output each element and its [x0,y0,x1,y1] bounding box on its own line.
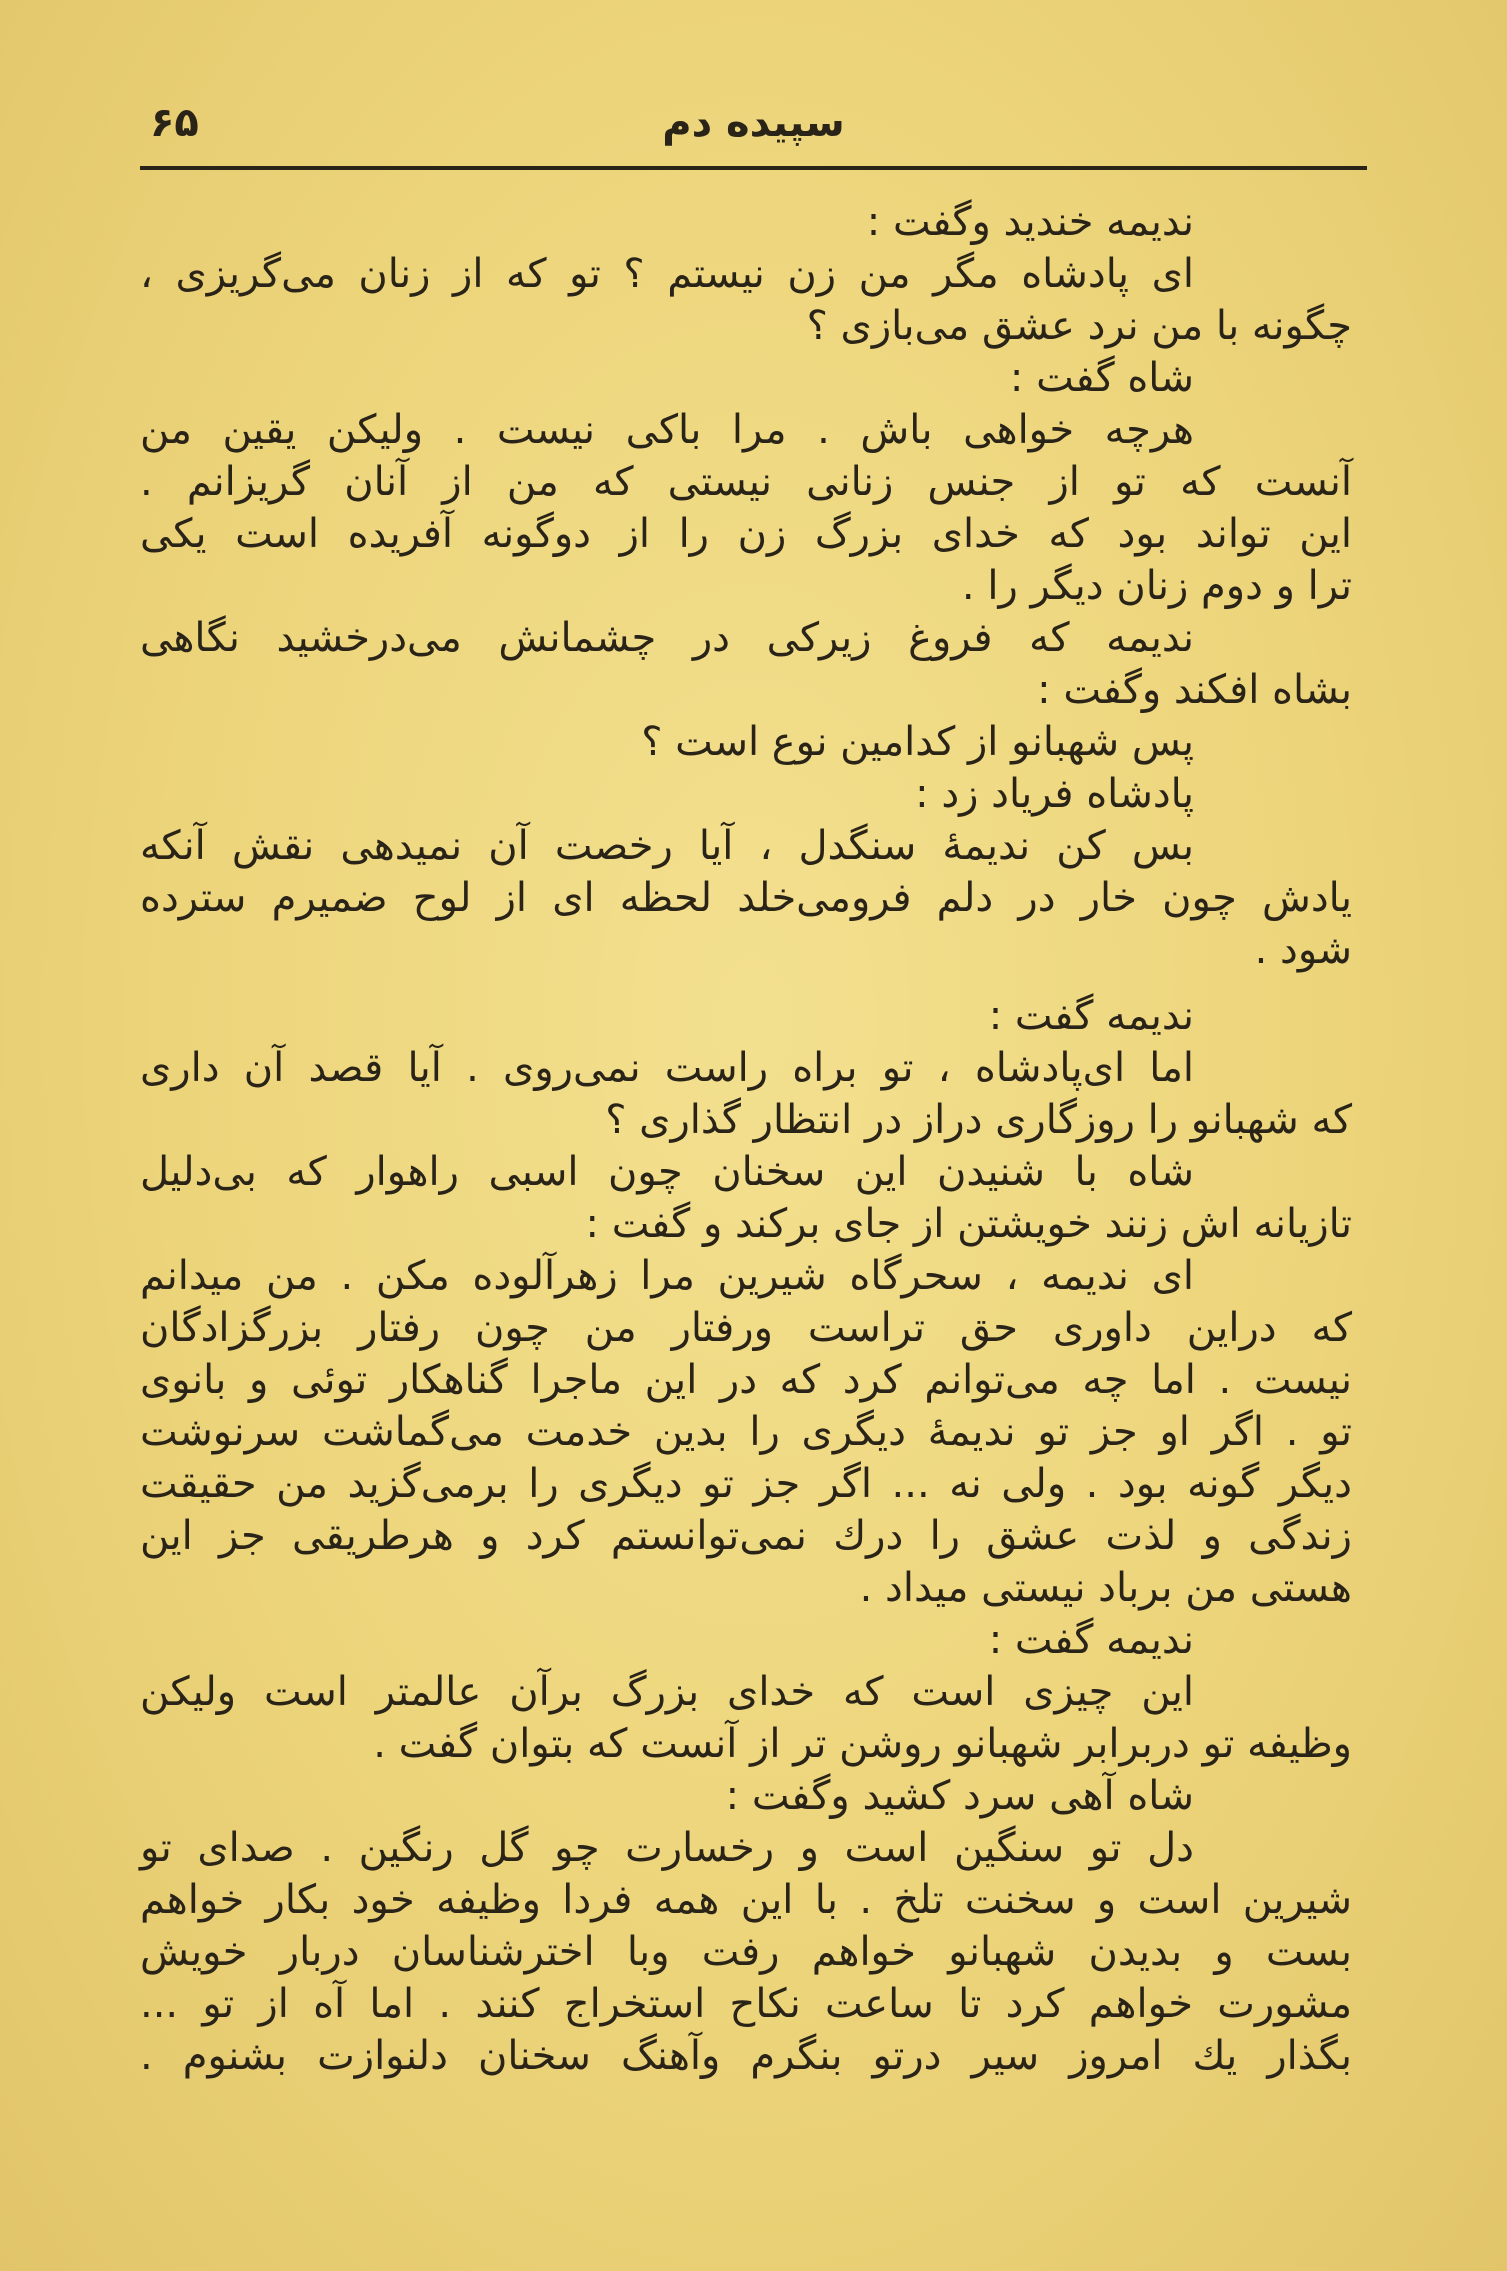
text-line: نیست . اما چه می‌توانم کرد که در این ماجرا گناهکار توئی و بانوی [140,1357,1352,1403]
text-line: این تواند بود که خدای بزرگ زن را از دوگونه آفریده است یکی [140,511,1352,557]
text-line: زندگی و لذت عشق را درك نمی‌توانستم کرد و هرطریقی جز این [140,1513,1352,1559]
text-line: ندیمه گفت : [988,993,1194,1039]
text-line: چگونه با من نرد عشق می‌بازی ؟ [806,303,1352,349]
text-line: دل تو سنگین است و رخسارت چو گل رنگین . صدای تو [140,1825,1194,1871]
text-line: هرچه خواهی باش . مرا باکی نیست . ولیکن یقین من [140,407,1194,453]
text-line: بشاه افکند وگفت : [1037,667,1352,713]
text-line: تازیانه اش زنند خویشتن از جای برکند و گفت : [585,1201,1352,1247]
text-line: تو . اگر او جز تو ندیمهٔ دیگری را بدین خدمت می‌گماشت سرنوشت [140,1409,1352,1455]
text-line: شود . [1254,927,1352,973]
text-line: شیرین است و سخنت تلخ . با این همه فردا وظیفه خود بکار خواهم [140,1877,1352,1923]
text-line: که دراین داوری حق تراست ورفتار من چون رفتار بزرگزادگان [140,1305,1352,1351]
text-line: بس کن ندیمهٔ سنگدل ، آیا رخصت آن نمیدهی نقش آنکه [140,823,1194,869]
header-rule [140,166,1367,170]
text-line: ای ندیمه ، سحرگاه شیرین مرا زهرآلوده مکن . من میدانم [140,1253,1194,1299]
text-line: ندیمه خندید وگفت : [866,199,1194,245]
text-line: این چیزی است که خدای بزرگ برآن عالمتر است ولیکن [140,1669,1194,1715]
text-line: شاه آهی سرد کشید وگفت : [725,1773,1194,1819]
text-line: بست و بدیدن شهبانو خواهم رفت وبا اخترشناسان دربار خویش [140,1929,1352,1975]
text-line: اما ای‌پادشاه ، تو براه راست نمی‌روی . آیا قصد آن داری [140,1045,1194,1091]
running-title: سپیده دم [662,100,845,146]
text-line: بگذار یك امروز سیر درتو بنگرم وآهنگ سخنان دلنوازت بشنوم . [140,2033,1352,2079]
text-line: یادش چون خار در دلم فرومی‌خلد لحظه ای از لوح ضمیرم سترده [140,875,1352,921]
text-line: هستی من برباد نیستی میداد . [859,1565,1352,1611]
text-line: که شهبانو را روزگاری دراز در انتظار گذاری ؟ [605,1097,1352,1143]
text-line: پادشاه فریاد زد : [915,771,1194,817]
text-line: مشورت خواهم کرد تا ساعت نکاح استخراج کنند . اما آه از تو ... [140,1981,1352,2027]
text-line: دیگر گونه بود . ولی نه ... اگر جز تو دیگری را برمی‌گزید من حقیقت [140,1461,1352,1507]
text-line: شاه با شنیدن این سخنان چون اسبی راهوار که بی‌دلیل [140,1149,1194,1195]
text-line: آنست که تو از جنس زنانی نیستی که من از آنان گریزانم . [140,459,1352,505]
text-line: پس شهبانو از کدامین نوع است ؟ [641,719,1194,765]
body-text [140,196,1352,2082]
text-line: ندیمه گفت : [988,1617,1194,1663]
text-line: وظیفه تو دربرابر شهبانو روشن تر از آنست که بتوان گفت . [373,1721,1352,1767]
page-number: ۶۵ [150,100,199,146]
page-header [140,95,1367,157]
text-line: شاه گفت : [1009,355,1194,401]
text-line: ترا و دوم زنان دیگر را . [961,563,1352,609]
text-line: ندیمه که فروغ زیرکی در چشمانش می‌درخشید نگاهی [140,615,1194,661]
text-line: ای پادشاه مگر من زن نیستم ؟ تو که از زنان می‌گریزی ، [140,251,1194,297]
